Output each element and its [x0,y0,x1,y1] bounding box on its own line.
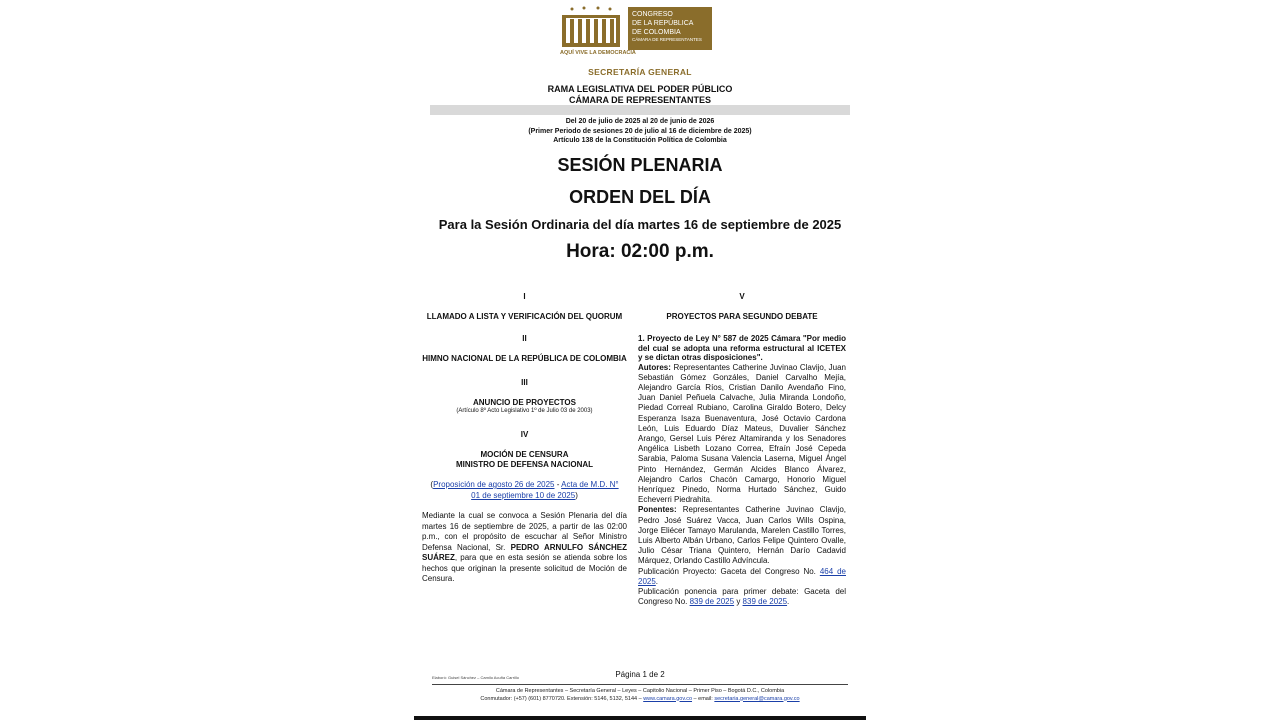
footer-contact [414,696,866,704]
logo-line: CONGRESO [632,11,673,18]
gaceta-464-link[interactable]: 464 de 2025 [638,566,846,586]
section-number: III [521,378,528,387]
project-title: 1. Proyecto de Ley N° 587 de 2025 Cámara "Por medio del cual se adopta una reforma estructural al ICETEX y se dictan otras disposiciones". [638,334,846,362]
proposicion-link[interactable]: Proposición de agosto 26 de 2025 [433,480,555,489]
gaceta-839-link-2[interactable]: 839 de 2025 [742,597,788,607]
footer-address: Cámara de Representantes – Secretaría General – Leyes – Capitolio Nacional – Primer Piso – Bogotá D.C., Colombia [495,688,785,694]
section-title: MOCIÓN DE CENSURA [480,450,569,459]
agenda-title: ORDEN DEL DÍA [569,187,711,207]
capitol-icon [558,5,624,50]
pub-label: Publicación Proyecto: Gaceta del Congreso No. [638,566,820,576]
footer-divider [432,684,848,685]
articulo-line: Artículo 138 de la Constitución Política de Colombia [553,137,727,144]
session-title: SESIÓN PLENARIA [557,155,723,175]
pon-and: y [734,597,743,607]
logo-line: CÁMARA DE REPRESENTANTES [632,37,702,42]
camara-line: CÁMARA DE REPRESENTANTES [568,95,711,105]
elaboro-note: Elaboró: Guisel Sánchez – Camilo Acuña Carrillo [432,675,519,680]
section-number: II [522,334,527,343]
section-title: HIMNO NACIONAL DE LA REPÚBLICA DE COLOMBIA [422,354,627,363]
footer-email-label: – email: [692,695,715,702]
reference-links [430,480,619,501]
paren: ) [575,490,578,500]
section-number: V [739,292,745,301]
section-title: LLAMADO A LISTA Y VERIFICACIÓN DEL QUORUM [426,312,623,321]
legislatura-band [430,105,850,115]
body-text: , para que en esta sesión se atienda sobre los hechos que originan la presente solicitud de Moción de Censura. [422,553,627,583]
ponentes-list: Representantes Catherine Juvinao Clavijo, Pedro José Suárez Vacca, Juan Carlos Wills Ospina, Jorge Eliécer Tamayo Marulanda, Marelen Castillo Torres, Luis Alberto Albán Urbano, Carlos Felipe Quintero Ovalle, Julio César Triana Quintero, Hernán Darío Cadavid Márquez, Orlando Castillo Advíncula. [638,505,846,566]
logo-line: DE COLOMBIA [632,29,681,36]
pon-end: . [787,597,790,607]
pon-label: Publicación ponencia para primer debate: Gaceta del Congreso No. [638,586,846,607]
website-link[interactable]: www.camara.gov.co [643,695,693,702]
logo-text-box [628,7,712,50]
authors-list: Representantes Catherine Juvinao Clavijo, Juan Sebastián Gómez Gonzáles, Daniel Carvalho Mejía, Alejandro García Ríos, Cristian Danilo Avendaño Fino, Juan Daniel Peñuela Calvache, Julia Miranda Londoño, Piedad Correal Rubiano, Carolina Giraldo Botero, Delcy Esperanza Isaza Buenaventura, José Octavio Cardona León, Luis Eduardo Díaz Mateus, Duvalier Sánchez Arango, Gersel Luis Pérez Altamiranda y los Senadores Angélica Lisbeth Lozano Correa, Efraín José Cepeda Sarabia, Paloma Susana Valencia Laserna, Miguel Ángel Pinto Hernández, Germán Alcides Blanco Álvarez, Alejandro Carlos Chacón Camargo, Honorio Miguel Henríquez Pinedo, Norma Hurtado Sánchez, Guido Echeverri Piedrahita. [638,362,846,505]
section-title: MINISTRO DE DEFENSA NACIONAL [455,460,594,469]
congress-logo [558,5,712,50]
authors-paragraph [638,363,846,506]
secretaria-general: SECRETARÍA GENERAL [588,67,692,77]
session-time: Hora: 02:00 p.m. [566,241,714,262]
acta-link[interactable]: Acta de M.D. N° 01 de septiembre 10 de 2025 [471,480,619,500]
section-subtitle: (Artículo 8º Acto Legislativo 1º de Julio 03 de 2003) [456,408,593,414]
body-text: Mediante la cual se convoca a Sesión Plenaria del día martes 16 de septiembre de 2025, a partir de las 02:00 p.m., con el propósito de escuchar al Señor Ministro Defensa Nacional, Sr. [422,511,627,552]
publication-project [638,567,846,587]
authors-label: Autores: [638,362,671,372]
publication-ponencia [638,587,846,607]
section-number: IV [520,430,529,439]
left-column [422,292,627,585]
minister-name: PEDRO ARNULFO SÁNCHEZ SUÁREZ [422,542,627,562]
ponentes-paragraph [638,505,846,566]
censura-body [422,511,627,585]
document-page [414,0,866,716]
footer-phone: Conmutador: (+57) (601) 8770720. Extensión: 5146, 5132, 5144 – [480,695,644,702]
page-number: Página 1 de 2 [615,670,665,679]
logo-tagline: AQUÍ VIVE LA DEMOCRACIA [560,50,636,56]
footer [414,688,866,703]
page-bottom-edge [414,716,866,720]
separator: - [554,480,562,489]
ponentes-label: Ponentes: [638,505,677,515]
pub-end: . [655,576,659,586]
right-column [638,292,846,607]
gaceta-839-link[interactable]: 839 de 2025 [689,597,735,607]
section-title: ANUNCIO DE PROYECTOS [473,398,576,407]
section-title: PROYECTOS PARA SEGUNDO DEBATE [666,312,818,321]
primer-periodo-line: (Primer Periodo de sesiones 20 de julio al 16 de diciembre de 2025) [528,127,752,135]
section-number: I [523,292,526,301]
paren: ( [430,480,434,489]
session-date: Para la Sesión Ordinaria del día martes 16 de septiembre de 2025 [438,217,842,232]
logo-line: DE LA REPÚBLICA [632,20,694,27]
rama-line: RAMA LEGISLATIVA DEL PODER PÚBLICO [547,84,733,94]
email-link[interactable]: secretaria.general@camara.gov.co [714,695,800,702]
dates-block [414,117,866,146]
periodo-line: Del 20 de julio de 2025 al 20 de junio de 2026 [565,118,715,125]
